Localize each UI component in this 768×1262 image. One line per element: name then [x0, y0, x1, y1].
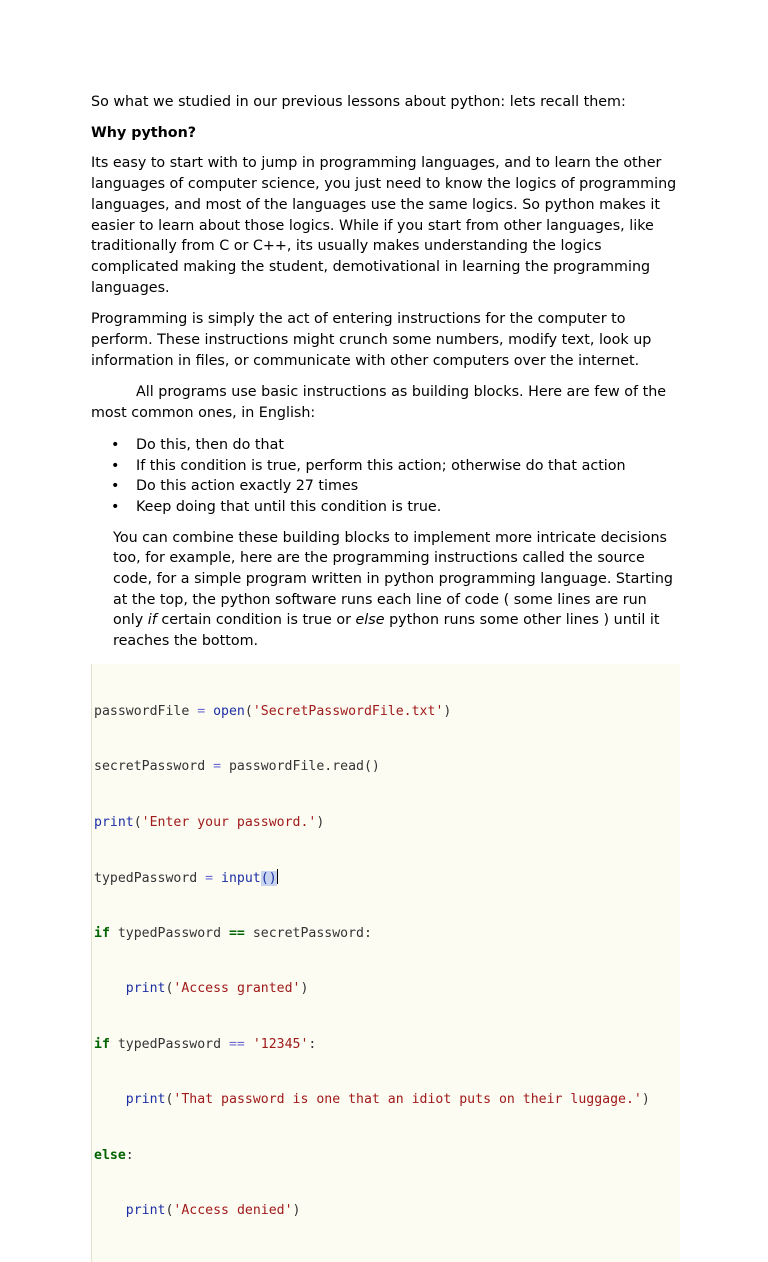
list-item-text: Do this, then do that [136, 436, 284, 453]
code-line [94, 1091, 680, 1110]
bullet-icon: • [111, 436, 120, 453]
code-token: ) [316, 814, 325, 830]
code-token: input [221, 871, 261, 887]
code-token: ( [133, 814, 142, 830]
code-token: : [308, 1036, 317, 1052]
code-token: typedPassword [94, 871, 198, 887]
list-item [91, 456, 681, 477]
code-token: = [189, 703, 214, 719]
code-token: passwordFile [94, 703, 190, 719]
paragraph-text: You can combine these building blocks to implement more intricate decisions too, for example, here are the programming instructions called the source code, for a simple program written in python programming language. Starting at the top, the python software runs each line of code ( some lines are run only [113, 529, 673, 629]
code-token: if [94, 1036, 110, 1052]
list-item-text: Keep doing that until this condition is true. [136, 498, 442, 515]
code-line [94, 925, 680, 944]
code-token: print [125, 1092, 166, 1108]
code-token: ( [165, 981, 174, 997]
bullet-icon: • [111, 498, 120, 515]
code-token: ( [165, 1092, 174, 1108]
intro-text: So what we studied in our previous lessons about python: lets recall them: [91, 94, 626, 110]
code-token: else [94, 1147, 126, 1163]
document-page [91, 92, 681, 1262]
code-line [94, 980, 680, 999]
code-token: ( [244, 703, 253, 719]
code-token [245, 1037, 253, 1052]
text-cursor [277, 869, 278, 884]
paragraph-text: certain condition is true or [156, 612, 356, 629]
list-item [91, 476, 681, 497]
section-heading: Why python? [91, 124, 197, 141]
code-token: : [125, 1147, 134, 1163]
code-token: 'Enter your password.' [141, 814, 317, 830]
code-token: typedPassword [109, 925, 229, 941]
paragraph-text: python runs some other lines ) until it reaches the bottom. [113, 612, 660, 650]
bullet-icon: • [111, 478, 120, 495]
code-token: 'That password is one that an idiot puts on their luggage.' [173, 1092, 642, 1108]
code-token: passwordFile.read() [228, 759, 380, 775]
code-token: secretPassword [94, 759, 206, 775]
code-token: = [205, 759, 229, 775]
italic-else-word: else [355, 612, 385, 629]
bracket-highlight: () [260, 871, 277, 887]
code-token: print [125, 1203, 166, 1219]
code-token: 'SecretPasswordFile.txt' [252, 703, 444, 719]
code-line [94, 1202, 680, 1221]
bullet-icon: • [111, 457, 120, 474]
code-indent [94, 1092, 126, 1107]
list-item-text: If this condition is true, perform this action; otherwise do that action [136, 457, 626, 474]
list-item-text: Do this action exactly 27 times [136, 478, 359, 495]
code-token: == [228, 1036, 245, 1052]
code-token: ) [300, 981, 309, 997]
code-token: open [213, 703, 245, 719]
code-token: secretPassword: [244, 925, 372, 941]
paragraph-programming-definition: Programming is simply the act of entering instructions for the computer to perform. These instructions might crunch some numbers, modify text, look up information in files, or communicate with other computers over the internet. [91, 311, 652, 369]
code-token: == [228, 925, 245, 941]
code-token: print [94, 814, 134, 830]
code-line [94, 1147, 680, 1166]
code-block[interactable] [91, 664, 680, 1262]
code-token: = [197, 871, 222, 887]
code-line [94, 814, 680, 833]
code-token: 'Access denied' [173, 1203, 293, 1219]
code-token: print [125, 981, 166, 997]
bullet-list [91, 435, 681, 518]
paragraph-why-python: Its easy to start with to jump in programming languages, and to learn the other languages of computer science, you just need to know the logics of programming languages, and most of the languages use the same logics. So python makes it easier to learn about those logics. While if you start from other languages, like traditionally from C or C++, its usually makes understanding the logics complicated making the student, demotivational in learning the programming languages. [91, 155, 677, 296]
code-line [94, 1036, 680, 1055]
code-token: if [94, 925, 110, 941]
italic-if-word: if [147, 612, 157, 629]
paragraph-building-blocks: All programs use basic instructions as building blocks. Here are few of the most common ones, in English: [91, 384, 667, 422]
code-token: '12345' [252, 1036, 309, 1052]
paragraph-source-code-intro [113, 528, 681, 652]
code-indent [94, 981, 126, 996]
code-token: ) [641, 1092, 650, 1108]
code-token: ) [292, 1203, 301, 1219]
code-line [94, 869, 680, 888]
code-token: ) [443, 703, 452, 719]
code-indent [94, 1203, 126, 1218]
list-item [91, 435, 681, 456]
code-token: ( [165, 1203, 174, 1219]
list-item [91, 497, 681, 518]
code-token: 'Access granted' [173, 981, 301, 997]
code-line [94, 703, 680, 722]
code-token: typedPassword [109, 1036, 229, 1052]
code-line [94, 758, 680, 777]
